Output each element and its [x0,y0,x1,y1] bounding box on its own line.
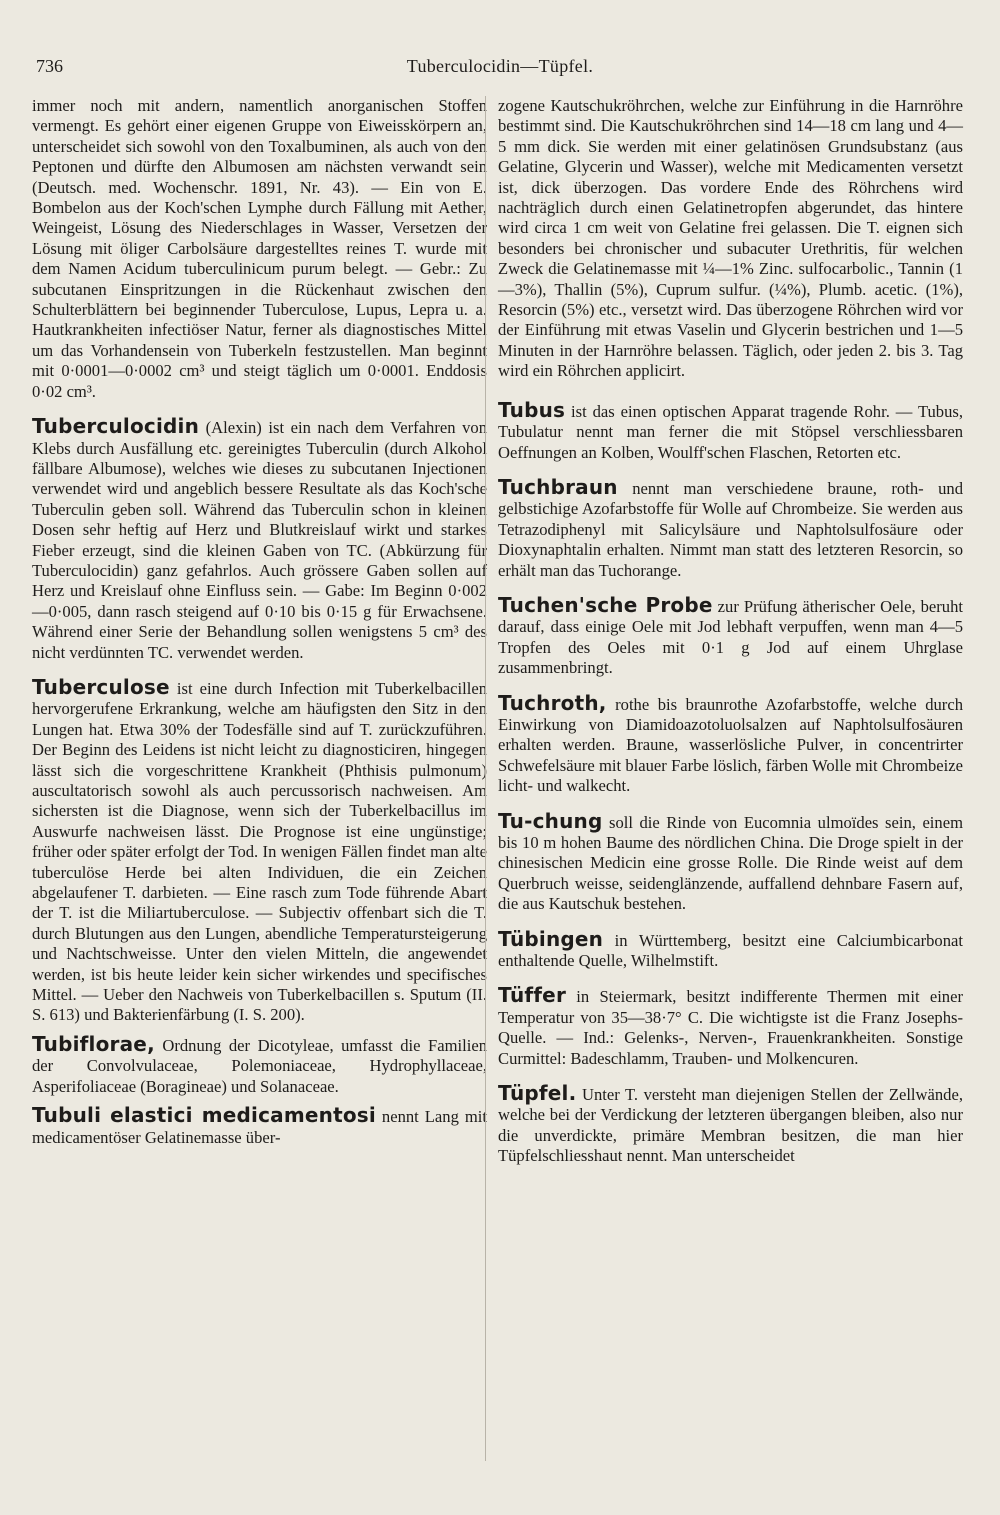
entry-text: rothe bis braunrothe Azofarbstoffe, welche durch Einwirkung von Diamidoazotoluolsalzen auf Naphtolsulfosäuren erhalten werden. Braune, wasserlösliche Pulver, in concentrirter Schwefelsäure mit blauer Farbe löslich, färben Wolle mit Chrombeize licht- und walkecht. [498,694,963,796]
entry-headword: Tuberculose [32,674,170,699]
entry-continuation [32,96,487,402]
entry-tuchbraun [498,474,963,581]
entry-tubiflorae [32,1031,487,1097]
entry-headword: Tuchen'sche Probe [498,592,713,617]
entry-text: ist eine durch Infection mit Tuberkelbacillen hervorgerufene Erkrankung, welche am häufigsten den Sitz in den Lungen hat. Etwa 30% der Todesfälle sind auf T. zurückzuführen. Der Beginn des Leidens ist nicht leicht zu diagnosticiren, hingegen lässt sich die vorgeschrittene Krankheit (Phthisis pulmonum) auscultatorisch sowohl als auch percussorisch nachweisen. Am sichersten ist die Diagnose, wenn sich der Tuberkelbacillus im Auswurfe nachweisen lässt. Die Prognose ist eine ungünstige; früher oder später erfolgt der Tod. In wenigen Fällen findet man alte tuberculöse Herde bei alten Individuen, die ein Zeichen abgelaufener T. darbieten. — Eine rasch zum Tode führende Abart der T. ist die Miliartuberculose. — Subjectiv offenbart sich die T. durch Blutungen aus den Lungen, abendliche Temperatursteigerung und Nachtschweisse. Unter den vielen Mitteln, die angewendet werden, ist bis heute leider kein sicher wirkendes und specifisches Mittel. — Ueber den Nachweis von Tuberkelbacillen s. Sputum (II. S. 613) und Bakterienfärbung (I. S. 200). [32,678,487,1025]
entry-headword: Tuchbraun [498,474,618,499]
entry-tubuli [32,1105,487,1148]
entry-text: Unter T. versteht man diejenigen Stellen der Zellwände, welche bei der Verdickung der letzteren übergangen bleiben, also nur die unverdickte, primäre Membran besitzen, die man hier Tüpfelschliesshaut nennt. Man unterscheidet [498,1085,963,1166]
entry-tu-chung [498,808,963,915]
left-column [32,96,487,1148]
entry-tuberculose [32,674,487,1026]
entry-tuchensche-probe [498,592,963,679]
entry-text: (Alexin) ist ein nach dem Verfahren von Klebs durch Ausfällung etc. gereinigtes Tuberculin (durch Alkohol fällbare Albumose), welches wie dieses zu subcutanen Injectionen verwendet wird und angeblich bessere Resultate als das Koch'sche Tuberculin geben soll. Während das Tuberculin schon in kleinen Dosen sehr heftig auf Herz und Blutkreislauf wirkt und starkes Fieber erzeugt, sind die kleinen Gaben von TC. (Abkürzung für Tuberculocidin) ganz gefahrlos. Auch grössere Gaben sollen auf Herz und Kreislauf ohne Einfluss sein. — Gabe: Im Beginn 0·002—0·005, dann rasch steigend auf 0·10 bis 0·15 g für Erwachsene. Während einer Serie der Behandlung sollen wenigstens 5 cm³ des nicht verdünnten TC. verwendet werden. [32,418,487,662]
entry-text: immer noch mit andern, namentlich anorganischen Stoffen vermengt. Es gehört einer eigenen Gruppe von Eiweisskörpern an, unterscheidet sich sowohl von den Toxalbuminen, als auch von den Peptonen und dürfte den Albumosen am nächsten verwandt sein (Deutsch. med. Wochenschr. 1891, Nr. 43). — Ein von E. Bombelon aus der Koch'schen Lymphe durch Fällung mit Aether, Weingeist, Lösung des Niederschlages in Wasser, Versetzen der Lösung mit öliger Carbolsäure dargestelltes reines T. wurde mit dem Namen Acidum tuberculinicum purum belegt. — Gebr.: Zu subcutanen Einspritzungen in die Rückenhaut zwischen den Schulterblättern bei beginnender Tuberculose, Lupus, Lepra u. a. Hautkrankheiten infectiöser Natur, ferner als diagnostisches Mittel um das Vorhandensein von Tuberkeln festzustellen. Man beginnt mit 0·0001—0·0002 cm³ und steigt täglich um 0·0001. Enddosis 0·02 cm³. [32,96,487,401]
entry-text: nennt man verschiedene braune, roth- und gelbstichige Azofarbstoffe für Wolle auf Chrombeize. Sie werden aus Tetrazodiphenyl mit Salicylsäure und Naphtolsulfosäure oder Dioxynaphtalin erhalten. Nimmt man statt des letzteren Resorcin, so erhält man das Tuchorange. [498,478,963,580]
entry-tuchroth [498,690,963,797]
entry-headword: Tüffer [498,983,567,1008]
entry-headword: Tübingen [498,926,604,951]
entry-text: soll die Rinde von Eucomnia ulmoïdes sein, einem bis 10 m hohen Baume des nördlichen China. Die Droge spielt in der chinesischen Medicin eine grosse Rolle. Die Rinde weist auf dem Querbruch weisse, seidenglänzende, auffallend dehnbare Fasern auf, die aus Kautschuk bestehen. [498,812,963,914]
entry-headword: Tubuli elastici medicamentosi [32,1103,376,1128]
page-header [36,56,964,84]
entry-text: zur Prüfung ätherischer Oele, beruht darauf, dass einige Oele mit Jod lebhaft verpuffen, wenn man 4—5 Tropfen des Oeles mit 0·1 g Jod auf einem Uhrglase zusammenbringt. [498,596,963,678]
entry-text: ist das einen optischen Apparat tragende Rohr. — Tubus, Tubulatur nennt man ferner die mit Stöpsel verschliessbaren Oeffnungen an Kolben, Woulff'schen Flaschen, Retorten etc. [498,401,963,462]
column-divider [485,96,486,1461]
running-title: Tuberculocidin—Tüpfel. [406,56,594,76]
entry-text: zogene Kautschukröhrchen, welche zur Einführung in die Harnröhre bestimmt sind. Die Kautschukröhrchen sind 14—18 cm lang und 4—5 mm dick. Sie werden mit einer gelatinösen Grundsubstanz (aus Gelatine, Glycerin und Wasser), welche mit Medicamenten versetzt ist, dick überzogen. Das vordere Ende des Röhrchens wird nachträglich durch einen Gelatinetropfen abgerundet, das hintere wird circa 1 cm weit von Gelatine frei gelassen. Die T. eignen sich besonders bei chronischer und subacuter Urethritis, für welchen Zweck die Gelatinemasse mit ¼—1% Zinc. sulfocarbolic., Tannin (1—3%), Thallin (5%), Cuprum sulfur. (¼%), Plumb. acetic. (1%), Resorcin (5%) etc., versetzt wird. Das überzogene Röhrchen wird vor der Einführung mit etwas Vaselin und Glycerin bestrichen und 1—5 Minuten in der Harnröhre belassen. Täglich, oder jeden 2. bis 3. Tag wird ein Röhrchen applicirt. [498,96,963,381]
page-number: 736 [36,56,63,76]
entry-tubus [498,397,963,463]
entry-headword: Tubus [498,397,566,422]
right-column [498,96,963,1167]
entry-text: Ordnung der Dicotyleae, umfasst die Familien der Convolvulaceae, Polemoniaceae, Hydrophyllaceae, Asperifoliaceae (Boragineae) und Solanaceae. [32,1035,487,1096]
entry-headword: Tubiflorae, [32,1031,155,1056]
entry-tuepfel [498,1083,963,1167]
entry-headword: Tuchroth, [498,690,607,715]
entry-text: nennt Lang mit medicamentöser Gelatinemasse über- [32,1107,487,1147]
entry-text: in Steiermark, besitzt indifferente Thermen mit einer Temperatur von 35—38·7° C. Die wichtigste ist die Franz Josephs-Quelle. — Ind.: Gelenks-, Nerven-, Frauenkrankheiten. Sonstige Curmittel: Badeschlamm, Trauben- und Molkencuren. [498,987,963,1068]
entry-tubuli-continuation [498,96,963,382]
entry-text: in Württemberg, besitzt eine Calciumbicarbonat enthaltende Quelle, Wilhelmstift. [498,930,963,971]
entry-tuebingen [498,926,963,972]
entry-headword: Tuberculocidin [32,414,200,439]
entry-tueffer [498,985,963,1069]
entry-tuberculocidin [32,416,487,663]
entry-headword: Tüpfel. [498,1081,577,1106]
entry-headword: Tu-chung [498,808,603,833]
